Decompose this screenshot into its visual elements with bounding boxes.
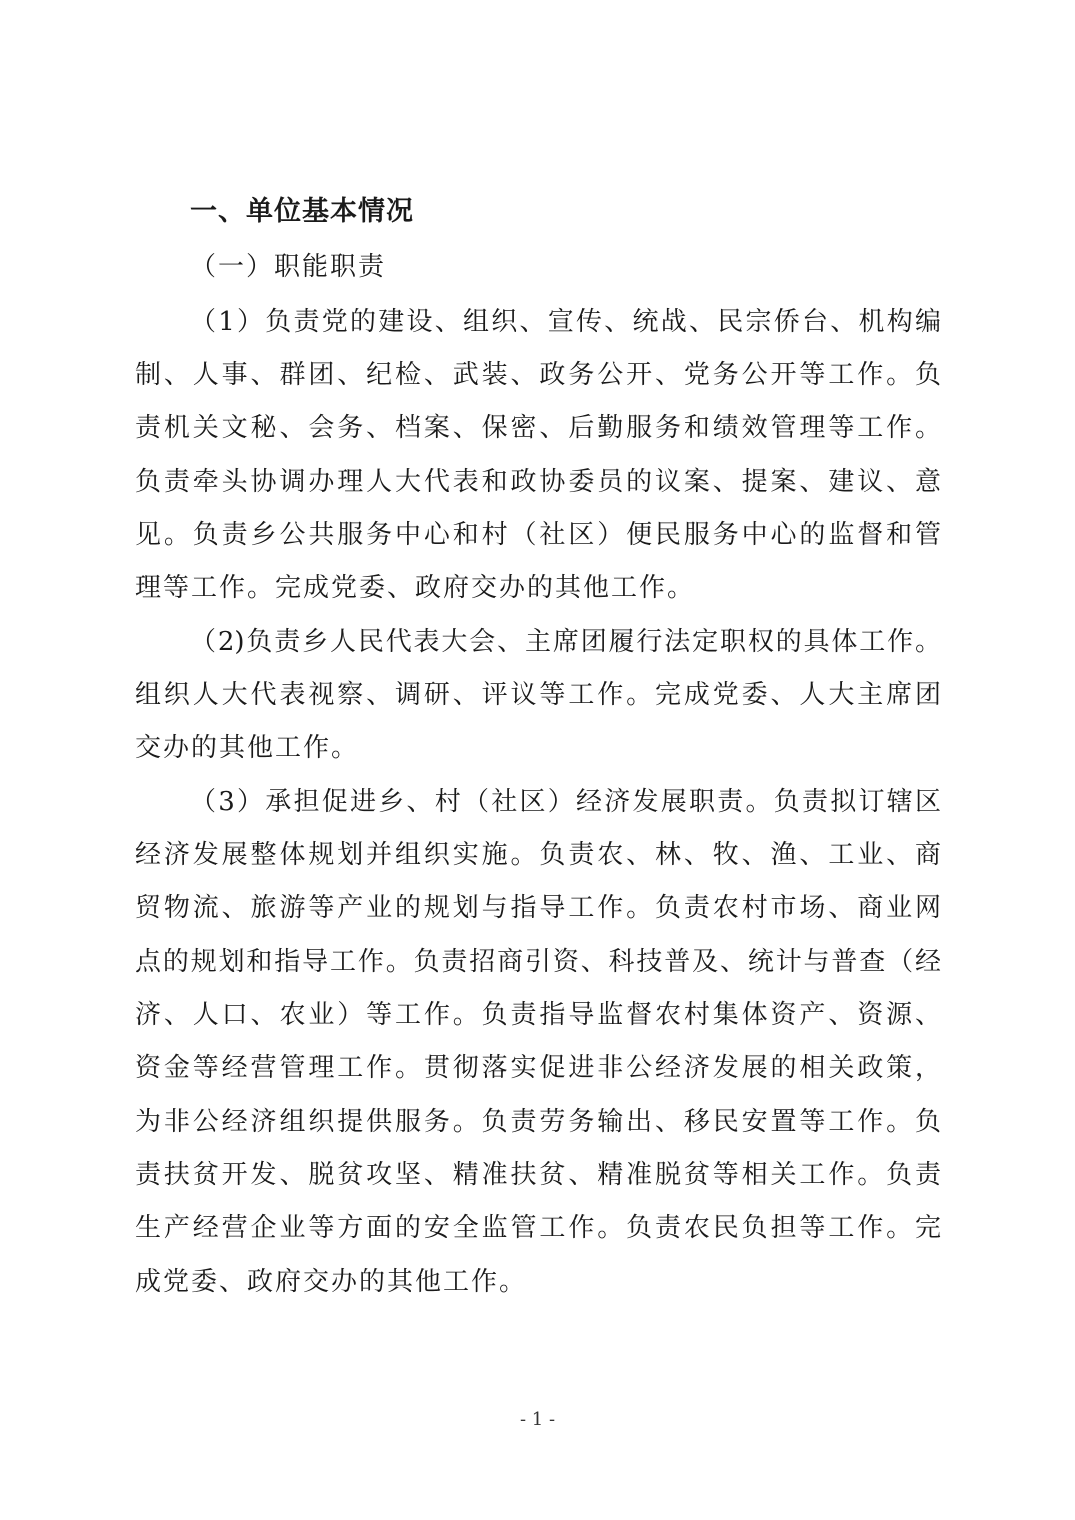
paragraph-line: （1）负责党的建设、组织、宣传、统战、民宗侨台、机构编 — [190, 307, 941, 337]
paragraph-line: 成党委、政府交办的其他工作。 — [135, 1267, 528, 1297]
paragraph-line: （2)负责乡人民代表大会、主席团履行法定职权的具体工作。 — [190, 627, 941, 657]
paragraph-line: 制、人事、群团、纪检、武装、政务公开、党务公开等工作。负 — [135, 360, 941, 390]
paragraph-line: 点的规划和指导工作。负责招商引资、科技普及、统计与普查（经 — [135, 947, 941, 977]
paragraph-line: 责机关文秘、会务、档案、保密、后勤服务和绩效管理等工作。 — [135, 413, 941, 443]
paragraph-line: 资金等经营管理工作。贯彻落实促进非公经济发展的相关政策， — [135, 1053, 941, 1083]
paragraph-line: 贸物流、旅游等产业的规划与指导工作。负责农村市场、商业网 — [135, 893, 941, 923]
paragraph-line: 见。负责乡公共服务中心和村（社区）便民服务中心的监督和管 — [135, 520, 941, 550]
paragraph-line: 交办的其他工作。 — [135, 733, 360, 763]
paragraph-line: 济、人口、农业）等工作。负责指导监督农村集体资产、资源、 — [135, 1000, 941, 1030]
section-heading: 一、单位基本情况 — [190, 196, 414, 227]
page-number: - 1 - — [519, 1409, 556, 1430]
paragraph-line: 生产经营企业等方面的安全监管工作。负责农民负担等工作。完 — [135, 1213, 941, 1243]
paragraph-line: 组织人大代表视察、调研、评议等工作。完成党委、人大主席团 — [135, 680, 941, 710]
paragraph-line: 责扶贫开发、脱贫攻坚、精准扶贫、精准脱贫等相关工作。负责 — [135, 1160, 941, 1190]
paragraph-line: （3）承担促进乡、村（社区）经济发展职责。负责拟订辖区 — [190, 787, 941, 817]
paragraph-line: 理等工作。完成党委、政府交办的其他工作。 — [135, 573, 696, 603]
subsection-heading: （一）职能职责 — [190, 252, 387, 282]
paragraph-line: 为非公经济组织提供服务。负责劳务输出、移民安置等工作。负 — [135, 1107, 941, 1137]
paragraph-line: 负责牵头协调办理人大代表和政协委员的议案、提案、建议、意 — [135, 467, 941, 497]
paragraph-line: 经济发展整体规划并组织实施。负责农、林、牧、渔、工业、商 — [135, 840, 941, 870]
